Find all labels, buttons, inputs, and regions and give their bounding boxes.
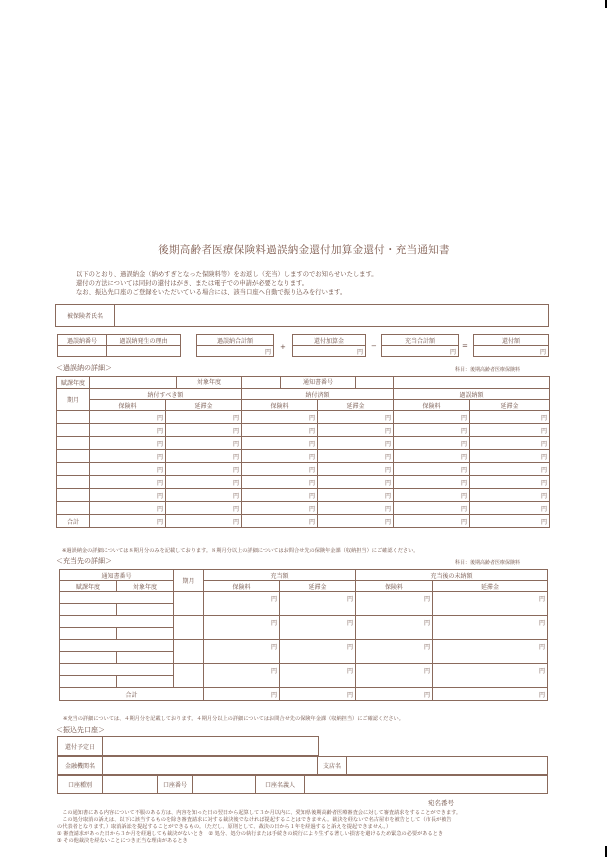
levy-year-label: 賦課年度 [57, 377, 90, 389]
alloc-target-year-label: 対象年度 [117, 581, 174, 592]
alloc-premium-label: 保険料 [204, 581, 280, 592]
alloc-period-cell [174, 664, 204, 688]
alloc-total-premium: 円 [204, 688, 280, 701]
detail-amount-cell: 円 [166, 437, 242, 450]
allocation-total-label: 充当合計額 [382, 335, 459, 346]
period-label: 期月 [57, 389, 90, 411]
detail-amount-cell: 円 [318, 502, 394, 515]
bank-name-value [103, 757, 318, 775]
allocation-total-box [381, 334, 459, 357]
allocation-footnote: ※充当の詳細については、４期月分を記載しております。４期月分以上の詳細についてはお問合せ先の保険年金課（収納担当）にご確認ください。 [63, 716, 404, 722]
alloc-levy-year-cell [60, 676, 117, 688]
minus-sign: − [371, 342, 377, 350]
detail-amount-cell: 円 [394, 450, 470, 463]
detail-amount-cell: 円 [166, 489, 242, 502]
account-heading: ＜振込先口座＞ [56, 726, 105, 734]
alloc-late-fee-label: 延滞金 [280, 581, 356, 592]
target-year-label: 対象年度 [196, 379, 221, 386]
alloc-levy-year-cell [60, 604, 117, 616]
alloc-amount-cell: 円 [356, 616, 433, 640]
alloc-period-cell [174, 592, 204, 616]
notice-number-label: 通知書番号 [281, 377, 356, 388]
alloc-total-late-fee: 円 [280, 688, 356, 701]
alloc-amount-cell: 円 [433, 592, 548, 616]
detail-amount-cell: 円 [470, 502, 550, 515]
account-holder-label: 口座名義人 [256, 776, 305, 794]
group-overpaid-label: 過誤納額 [394, 389, 550, 400]
detail-amount-cell: 円 [90, 437, 166, 450]
detail-amount-cell: 円 [242, 489, 318, 502]
alloc-amount-cell: 円 [280, 640, 356, 664]
alloc-amount-cell: 円 [433, 616, 548, 640]
overpayment-total-label: 過誤納合計額 [197, 335, 274, 346]
overpaid-late-fee-label: 延滞金 [470, 400, 550, 411]
total-overpaid-premium: 円 [394, 515, 470, 528]
insured-name-value [115, 305, 549, 327]
allocation-total-value: 円 [382, 346, 459, 357]
alloc-amount-cell: 円 [433, 664, 548, 688]
refund-addition-label: 還付加算金 [293, 335, 366, 346]
overpayment-reason-label: 過誤納発生の理由 [107, 335, 181, 346]
detail-amount-cell: 円 [166, 463, 242, 476]
overpayment-id-table [57, 334, 181, 357]
detail-row [57, 450, 550, 463]
refund-addition-box [292, 334, 366, 357]
detail-amount-cell: 円 [90, 489, 166, 502]
detail-period-cell [57, 502, 90, 515]
detail-period-cell [57, 463, 90, 476]
overpayment-total-box [196, 334, 274, 357]
account-type-value [103, 776, 158, 794]
refund-amount-label: 還付額 [474, 335, 549, 346]
detail-amount-cell: 円 [470, 450, 550, 463]
alloc-amount-cell: 円 [204, 664, 280, 688]
detail-row [57, 411, 550, 424]
total-due-premium: 円 [90, 515, 166, 528]
refund-date-value [103, 737, 319, 756]
insured-name-table [55, 304, 549, 327]
address-number-label: 宛名番号 [428, 799, 454, 807]
notice-number-value-cont [394, 377, 550, 389]
detail-amount-cell: 円 [394, 502, 470, 515]
alloc-period-label: 期月 [174, 570, 204, 592]
detail-amount-cell: 円 [318, 476, 394, 489]
due-late-fee-label: 延滞金 [166, 400, 242, 411]
detail-row [57, 502, 550, 515]
alloc-amount-cell: 円 [280, 592, 356, 616]
total-due-late-fee: 円 [166, 515, 242, 528]
detail-amount-cell: 円 [166, 424, 242, 437]
insured-name-label: 被保険者氏名 [56, 305, 115, 327]
bank-table [57, 756, 548, 775]
alloc-amount-cell: 円 [356, 640, 433, 664]
overpayment-reason-value [107, 346, 181, 357]
detail-period-cell [57, 450, 90, 463]
refund-amount-box [473, 334, 549, 357]
alloc-amount-cell: 円 [204, 592, 280, 616]
allocation-detail-table [59, 569, 548, 701]
overpayment-number-value [58, 346, 107, 357]
detail-amount-cell: 円 [242, 502, 318, 515]
detail-row [57, 437, 550, 450]
footer-line-1: この通知書にある内容について不服のある方は、内容を知った日の翌日から起算して３か月以内に、愛知県後期高齢者医療審査会に対して審査請求をすることができます。 [57, 810, 462, 816]
allocation-row [60, 640, 548, 652]
account-number-label: 口座番号 [158, 776, 193, 794]
paid-late-fee-label: 延滞金 [318, 400, 394, 411]
alloc-amount-cell: 円 [280, 616, 356, 640]
detail-amount-cell: 円 [90, 424, 166, 437]
alloc-notice-number-cell [60, 592, 174, 604]
alloc-group-unpaid-label: 充当後の未納額 [356, 570, 548, 581]
alloc-notice-number-cell [60, 616, 174, 628]
detail-amount-cell: 円 [90, 502, 166, 515]
total-paid-premium: 円 [242, 515, 318, 528]
unpaid-total-late-fee: 円 [433, 688, 548, 701]
alloc-amount-cell: 円 [433, 640, 548, 664]
overpayment-detail-table [56, 376, 550, 528]
group-paid-label: 納付済額 [242, 389, 394, 400]
detail-amount-cell: 円 [470, 424, 550, 437]
alloc-group-allocated-label: 充当額 [204, 570, 356, 581]
overpaid-premium-label: 保険料 [394, 400, 470, 411]
detail-row [57, 476, 550, 489]
branch-name-value [347, 757, 548, 775]
alloc-target-year-cell [117, 676, 174, 688]
allocation-subject-note: 科目：後期高齢者医療保険料 [455, 560, 521, 566]
detail-amount-cell: 円 [318, 463, 394, 476]
refund-addition-value: 円 [293, 346, 366, 357]
alloc-total-label: 合計 [60, 688, 204, 701]
alloc-amount-cell: 円 [356, 664, 433, 688]
detail-amount-cell: 円 [90, 411, 166, 424]
bank-name-label: 金融機関名 [58, 757, 103, 775]
detail-period-cell [57, 424, 90, 437]
detail-row [57, 463, 550, 476]
intro-line-3: なお、振込先口座のご登録をいただいている場合には、該当口座へ自動で振り込みを行います。 [76, 289, 347, 296]
total-overpaid-late-fee: 円 [470, 515, 550, 528]
detail-amount-cell: 円 [318, 411, 394, 424]
alloc-notice-number-label: 通知書番号 [60, 570, 174, 581]
account-holder-value [305, 776, 548, 794]
detail-amount-cell: 円 [166, 411, 242, 424]
detail-amount-cell: 円 [318, 437, 394, 450]
detail-amount-cell: 円 [242, 450, 318, 463]
footer-line-3: の代表者となります。）取消訴訟を提起することができるもの。（ただし、原則として、裁決の日から１年を経過すると訴えを提起できません。） [57, 824, 392, 830]
detail-amount-cell: 円 [90, 463, 166, 476]
alloc-amount-cell: 円 [280, 664, 356, 688]
detail-period-cell [57, 437, 90, 450]
detail-footnote: ※過誤納金の詳細については８期月分のみを記載しております。８期月分以上の詳細についてはお問合せ先の保険年金課（収納担当）にご確認ください。 [62, 548, 419, 554]
detail-amount-cell: 円 [470, 463, 550, 476]
allocation-row [60, 664, 548, 676]
unpaid-late-fee-label: 延滞金 [433, 581, 548, 592]
document-title: 後期高齢者医療保険料過誤納金還付加算金還付・充当通知書 [158, 244, 450, 256]
alloc-notice-number-cell [60, 640, 174, 652]
detail-amount-cell: 円 [242, 463, 318, 476]
equals-sign: = [462, 342, 468, 350]
intro-line-1: 以下のとおり、過誤納金（納めすぎとなった保険料等）をお返し（充当）しますのでお知らせいたします。 [76, 271, 378, 278]
target-year-value [242, 377, 281, 388]
unpaid-premium-label: 保険料 [356, 581, 433, 592]
total-paid-late-fee: 円 [318, 515, 394, 528]
paid-premium-label: 保険料 [242, 400, 318, 411]
detail-amount-cell: 円 [90, 450, 166, 463]
alloc-target-year-cell [117, 604, 174, 616]
group-due-label: 納付すべき額 [90, 389, 242, 400]
detail-amount-cell: 円 [470, 476, 550, 489]
footer-line-2: この処分取消の訴えは、以下に該当するものを除き審査請求に対する裁決後でなければ提起することはできません。裁決を経ないで名古屋市を被告として（市長が被告 [57, 817, 452, 823]
allocation-row [60, 616, 548, 628]
detail-amount-cell: 円 [90, 476, 166, 489]
footer-line-4: ① 審査請求があった日から３か月を経過しても裁決がないとき ② 処分、処分の執行または手続きの続行により生ずる著しい損害を避けるため緊急の必要があるとき [57, 831, 444, 837]
refund-date-table [57, 736, 319, 756]
detail-amount-cell: 円 [242, 437, 318, 450]
alloc-period-cell [174, 616, 204, 640]
account-detail-table [57, 775, 548, 794]
alloc-levy-year-cell [60, 652, 117, 664]
detail-period-cell [57, 489, 90, 502]
alloc-period-cell [174, 640, 204, 664]
detail-amount-cell: 円 [394, 476, 470, 489]
account-number-value [193, 776, 256, 794]
detail-row [57, 489, 550, 502]
alloc-target-year-cell [117, 628, 174, 640]
alloc-notice-number-cell [60, 664, 174, 676]
detail-amount-cell: 円 [242, 411, 318, 424]
detail-total-label: 合計 [57, 515, 90, 528]
detail-amount-cell: 円 [318, 489, 394, 502]
detail-period-cell [57, 476, 90, 489]
account-type-label: 口座種別 [58, 776, 103, 794]
detail-row [57, 424, 550, 437]
detail-amount-cell: 円 [242, 424, 318, 437]
allocation-row [60, 592, 548, 604]
alloc-levy-year-label: 賦課年度 [60, 581, 117, 592]
detail-amount-cell: 円 [166, 502, 242, 515]
overpayment-total-value: 円 [197, 346, 274, 357]
alloc-amount-cell: 円 [204, 640, 280, 664]
refund-amount-value: 円 [474, 346, 549, 357]
detail-amount-cell: 円 [394, 437, 470, 450]
detail-amount-cell: 円 [394, 424, 470, 437]
detail-amount-cell: 円 [470, 411, 550, 424]
allocation-detail-heading: ＜充当先の詳細＞ [56, 557, 112, 565]
registration-mark-bottom [605, 846, 607, 857]
detail-amount-cell: 円 [166, 476, 242, 489]
branch-name-label: 支店名 [318, 757, 347, 775]
intro-line-2: 還付の方法については同封の還付はがき、または電子での申請が必要となります。 [76, 280, 309, 287]
alloc-target-year-cell [117, 652, 174, 664]
detail-amount-cell: 円 [242, 476, 318, 489]
detail-amount-cell: 円 [318, 450, 394, 463]
due-premium-label: 保険料 [90, 400, 166, 411]
notice-number-value [356, 377, 393, 388]
overpayment-number-label: 過誤納番号 [58, 335, 107, 346]
detail-amount-cell: 円 [394, 411, 470, 424]
plus-sign: + [280, 343, 286, 351]
detail-amount-cell: 円 [166, 450, 242, 463]
alloc-levy-year-cell [60, 628, 117, 640]
detail-subject-note: 科目：後期高齢者医療保険料 [455, 367, 521, 373]
refund-date-label: 還付予定日 [58, 737, 103, 756]
levy-year-value [90, 377, 177, 388]
alloc-amount-cell: 円 [204, 616, 280, 640]
registration-mark-top [605, 0, 607, 8]
detail-amount-cell: 円 [394, 489, 470, 502]
detail-amount-cell: 円 [470, 489, 550, 502]
footer-line-5: ③ その他裁決を経ないことにつき正当な理由があるとき [57, 838, 188, 844]
detail-period-cell [57, 411, 90, 424]
unpaid-total-premium: 円 [356, 688, 433, 701]
overpayment-detail-heading: ＜過誤納の詳細＞ [56, 364, 112, 372]
detail-amount-cell: 円 [318, 424, 394, 437]
detail-amount-cell: 円 [470, 437, 550, 450]
alloc-amount-cell: 円 [356, 592, 433, 616]
detail-amount-cell: 円 [394, 463, 470, 476]
